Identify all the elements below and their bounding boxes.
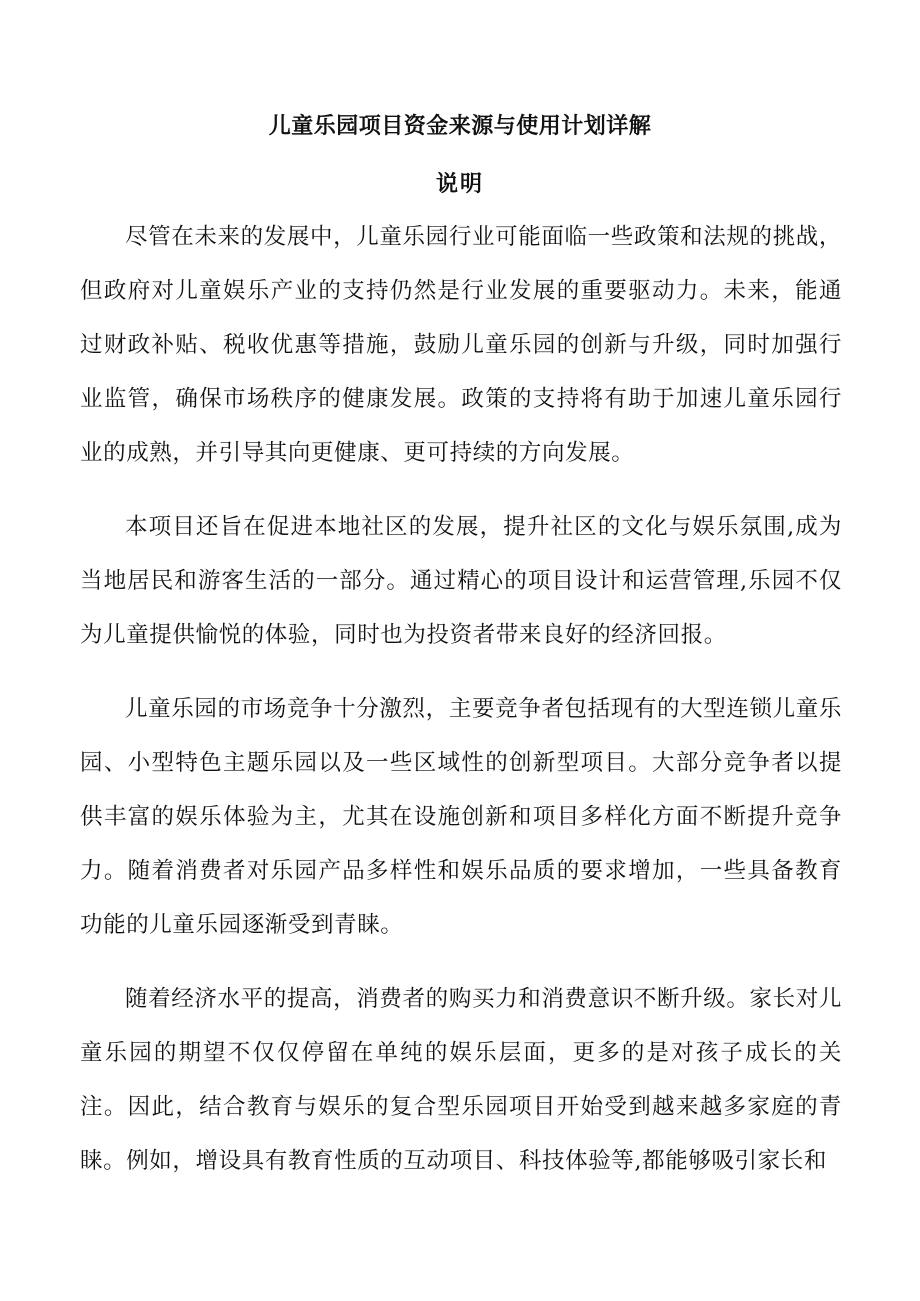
paragraph-3: 儿童乐园的市场竞争十分激烈，主要竞争者包括现有的大型连锁儿童乐园、小型特色主题乐园以及一些区域性的创新型项目。大部分竞争者以提供丰富的娱乐体验为主，尤其在设施创新和项目多样化方面不断提升竞争力。随着消费者对乐园产品多样性和娱乐品质的要求增加，一些具备教育功能的儿童乐园逐渐受到青睐。 [80,696,842,938]
paragraph-4: 随着经济水平的提高，消费者的购买力和消费意识不断升级。家长对儿童乐园的期望不仅仅停留在单纯的娱乐层面，更多的是对孩子成长的关注。因此，结合教育与娱乐的复合型乐园项目开始受到越来越多家庭的青睐。例如，增设具有教育性质的互动项目、科技体验等,都能够吸引家长和 [80,986,842,1174]
paragraph-2: 本项目还旨在促进本地社区的发展，提升社区的文化与娱乐氛围,成为当地居民和游客生活的一部分。通过精心的项目设计和运营管理,乐园不仅为儿童提供愉悦的体验，同时也为投资者带来良好的经济回报。 [80,514,842,648]
document-body [80,210,842,1208]
document-title: 儿童乐园项目资金来源与使用计划详解 [268,113,652,139]
section-heading: 说明 [435,171,484,197]
paragraph-1: 尽管在未来的发展中，儿童乐园行业可能面临一些政策和法规的挑战，但政府对儿童娱乐产业的支持仍然是行业发展的重要驱动力。未来，能通过财政补贴、税收优惠等措施，鼓励儿童乐园的创新与升级，同时加强行业监管，确保市场秩序的健康发展。政策的支持将有助于加速儿童乐园行业的成熟，并引导其向更健康、更可持续的方向发展。 [80,224,842,466]
